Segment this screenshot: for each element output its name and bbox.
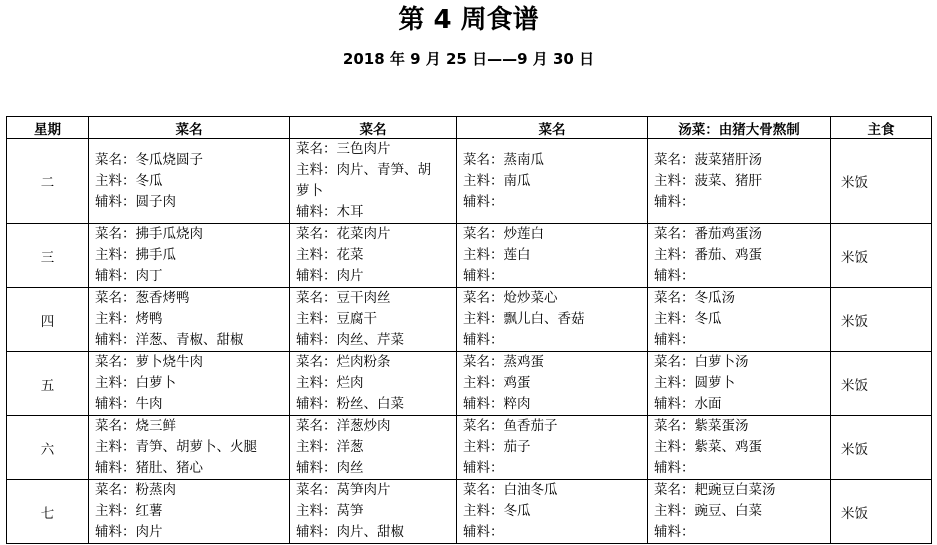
dish-line: 辅料： — [463, 460, 504, 476]
dish-line: 辅料：木耳 — [296, 204, 364, 220]
staple-cell: 米饭 — [831, 352, 932, 416]
header-day: 星期 — [7, 117, 89, 139]
dish-line: 主料：烤鸭 — [95, 311, 163, 327]
dish-cell — [457, 139, 648, 224]
table-row — [7, 224, 932, 288]
dish-line: 辅料： — [463, 524, 504, 540]
header-dish-3: 菜名 — [457, 117, 648, 139]
dish-cell — [290, 288, 457, 352]
page-title: 第 4 周食谱 — [398, 5, 539, 35]
dish-cell — [457, 416, 648, 480]
dish-line: 主料：拂手瓜 — [95, 247, 176, 263]
dish-line: 主料：茄子 — [463, 439, 531, 455]
dish-line: 主料：烂肉 — [296, 375, 364, 391]
dish-cell — [457, 288, 648, 352]
staple-cell: 米饭 — [831, 139, 932, 224]
dish-line: 辅料：肉片 — [296, 268, 364, 284]
dish-line: 菜名：葱香烤鸭 — [95, 290, 190, 306]
dish-line: 菜名：粉蒸肉 — [95, 482, 176, 498]
menu-table — [6, 116, 932, 544]
dish-line: 辅料： — [654, 268, 695, 284]
dish-cell — [290, 139, 457, 224]
day-cell: 五 — [7, 352, 89, 416]
dish-line: 主料：鸡蛋 — [463, 375, 531, 391]
dish-line: 主料：豌豆、白菜 — [654, 503, 762, 519]
dish-line: 主料：冬瓜 — [654, 311, 722, 327]
dish-line: 辅料：肉丝 — [296, 460, 364, 476]
dish-line: 菜名：白油冬瓜 — [463, 482, 558, 498]
menu-body — [7, 139, 932, 544]
dish-line: 菜名：豆干肉丝 — [296, 290, 391, 306]
table-row — [7, 416, 932, 480]
dish-line: 主料：豆腐干 — [296, 311, 377, 327]
dish-line: 主料：紫菜、鸡蛋 — [654, 439, 762, 455]
staple-cell: 米饭 — [831, 480, 932, 544]
dish-line: 主料：白萝卜 — [95, 375, 176, 391]
dish-line: 辅料：牛肉 — [95, 396, 163, 412]
dish-line: 主料：红薯 — [95, 503, 163, 519]
dish-line: 菜名：冬瓜汤 — [654, 290, 735, 306]
dish-line: 辅料：肉片、甜椒 — [296, 524, 404, 540]
dish-line: 菜名：白萝卜汤 — [654, 354, 749, 370]
dish-line: 菜名：炝炒菜心 — [463, 290, 558, 306]
soup-cell — [648, 352, 831, 416]
dish-line: 辅料：粹肉 — [463, 396, 531, 412]
dish-line: 主料：冬瓜 — [463, 503, 531, 519]
dish-line: 菜名：拂手瓜烧肉 — [95, 226, 203, 242]
dish-line: 辅料： — [463, 332, 504, 348]
dish-line: 菜名：冬瓜烧圆子 — [95, 151, 203, 168]
dish-cell — [290, 480, 457, 544]
soup-cell — [648, 480, 831, 544]
dish-line: 菜名：烂肉粉条 — [296, 354, 391, 370]
dish-line: 辅料： — [654, 524, 695, 540]
dish-cell — [457, 480, 648, 544]
dish-line: 辅料： — [463, 193, 504, 210]
dish-line: 辅料：肉片 — [95, 524, 163, 540]
table-row — [7, 139, 932, 224]
header-staple: 主食 — [831, 117, 932, 139]
dish-line: 辅料： — [654, 460, 695, 476]
soup-cell — [648, 139, 831, 224]
table-row — [7, 480, 932, 544]
header-soup: 汤菜：由猪大骨熬制 — [648, 117, 831, 139]
dish-line: 主料：青笋、胡萝卜、火腿 — [95, 439, 257, 455]
dish-cell — [290, 224, 457, 288]
dish-line: 菜名：花菜肉片 — [296, 226, 391, 242]
dish-cell — [89, 352, 290, 416]
dish-cell — [457, 224, 648, 288]
dish-line: 辅料：猪肚、猪心 — [95, 460, 203, 476]
dish-line: 菜名：番茄鸡蛋汤 — [654, 226, 762, 242]
dish-line: 主料：莲白 — [463, 247, 531, 263]
dish-line: 主料：南瓜 — [463, 172, 531, 189]
date-range: 2018 年 9 月 25 日——9 月 30 日 — [342, 50, 595, 68]
dish-line: 辅料： — [654, 193, 695, 210]
soup-cell — [648, 416, 831, 480]
dish-line: 主料：肉片、青笋、胡 — [296, 162, 431, 178]
dish-line: 菜名：炒莲白 — [463, 226, 544, 242]
dish-line: 主料：番茄、鸡蛋 — [654, 247, 762, 263]
dish-line: 辅料：肉丁 — [95, 268, 163, 284]
dish-line: 主料：洋葱 — [296, 439, 364, 455]
dish-cell — [89, 416, 290, 480]
dish-line: 菜名：三色肉片 — [296, 141, 391, 157]
header-row — [7, 117, 932, 139]
table-row — [7, 288, 932, 352]
dish-cell — [290, 416, 457, 480]
staple-cell: 米饭 — [831, 416, 932, 480]
day-cell: 七 — [7, 480, 89, 544]
staple-cell: 米饭 — [831, 224, 932, 288]
dish-line: 菜名：莴笋肉片 — [296, 482, 391, 498]
dish-line: 主料：飘儿白、香菇 — [463, 311, 585, 327]
dish-line: 辅料： — [654, 332, 695, 348]
dish-line: 主料：圆萝卜 — [654, 375, 735, 391]
header-dish-2: 菜名 — [290, 117, 457, 139]
dish-line: 菜名：紫菜蛋汤 — [654, 418, 749, 434]
header-dish-1: 菜名 — [89, 117, 290, 139]
dish-cell — [89, 480, 290, 544]
dish-line: 主料：冬瓜 — [95, 172, 163, 189]
dish-cell — [290, 352, 457, 416]
dish-cell — [457, 352, 648, 416]
dish-line: 辅料：粉丝、白菜 — [296, 396, 404, 412]
dish-line: 萝卜 — [296, 183, 323, 199]
dish-line: 辅料： — [463, 268, 504, 284]
dish-line: 辅料：洋葱、青椒、甜椒 — [95, 332, 244, 348]
dish-line: 辅料：肉丝、芹菜 — [296, 332, 404, 348]
table-row — [7, 352, 932, 416]
soup-cell — [648, 288, 831, 352]
day-cell: 三 — [7, 224, 89, 288]
dish-line: 菜名：菠菜猪肝汤 — [654, 151, 762, 168]
dish-line: 主料：花菜 — [296, 247, 364, 263]
dish-line: 菜名：蒸南瓜 — [463, 151, 544, 168]
dish-line: 主料：莴笋 — [296, 503, 364, 519]
dish-line: 菜名：萝卜烧牛肉 — [95, 354, 203, 370]
dish-line: 菜名：耙豌豆白菜汤 — [654, 482, 776, 498]
dish-line: 菜名：洋葱炒肉 — [296, 418, 391, 434]
dish-cell — [89, 139, 290, 224]
dish-line: 菜名：烧三鲜 — [95, 418, 176, 434]
dish-cell — [89, 288, 290, 352]
dish-line: 菜名：蒸鸡蛋 — [463, 354, 544, 370]
day-cell: 四 — [7, 288, 89, 352]
staple-cell: 米饭 — [831, 288, 932, 352]
dish-line: 辅料：圆子肉 — [95, 193, 176, 210]
dish-line: 辅料：水面 — [654, 396, 722, 412]
dish-cell — [89, 224, 290, 288]
soup-cell — [648, 224, 831, 288]
day-cell: 二 — [7, 139, 89, 224]
dish-line: 菜名：鱼香茄子 — [463, 418, 558, 434]
dish-line: 主料：菠菜、猪肝 — [654, 172, 762, 189]
day-cell: 六 — [7, 416, 89, 480]
